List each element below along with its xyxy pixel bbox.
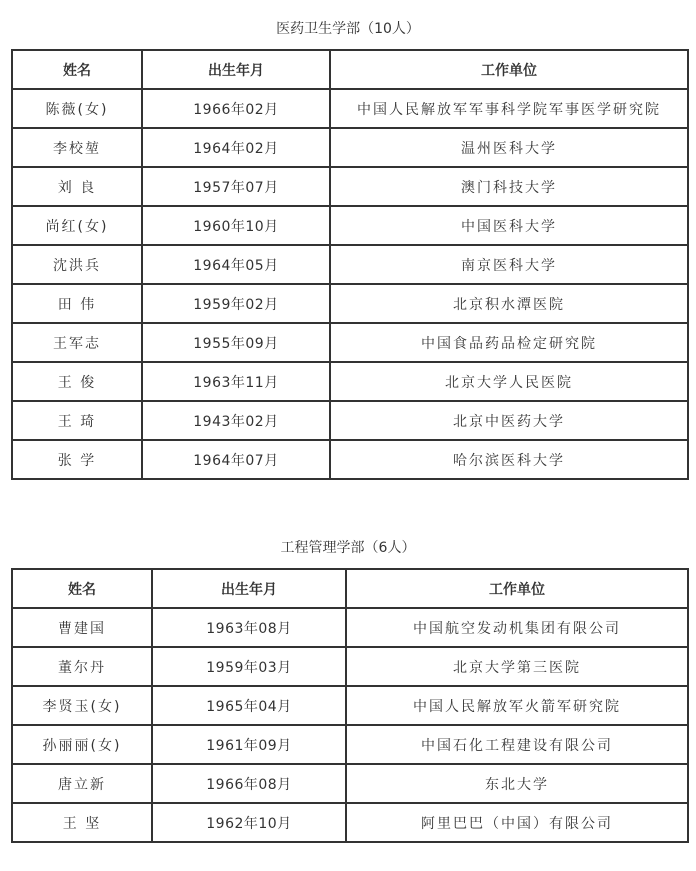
table-row [12,167,688,206]
cell-birth: 1966年02月 [142,89,330,128]
cell-org: 北京大学第三医院 [346,647,688,686]
table-row [12,401,688,440]
cell-org: 中国人民解放军军事科学院军事医学研究院 [330,89,688,128]
cell-name: 董尔丹 [12,647,152,686]
cell-birth: 1964年07月 [142,440,330,479]
cell-org: 中国食品药品检定研究院 [330,323,688,362]
cell-birth: 1966年08月 [152,764,346,803]
table-row [12,725,688,764]
table-row [12,647,688,686]
cell-name: 陈薇(女) [12,89,142,128]
header-birth: 出生年月 [142,50,330,89]
cell-birth: 1943年02月 [142,401,330,440]
cell-name: 李贤玉(女) [12,686,152,725]
header-name: 姓名 [12,569,152,608]
cell-name: 李校堃 [12,128,142,167]
cell-org: 东北大学 [346,764,688,803]
cell-org: 哈尔滨医科大学 [330,440,688,479]
cell-birth: 1962年10月 [152,803,346,842]
cell-name: 尚红(女) [12,206,142,245]
cell-name: 孙丽丽(女) [12,725,152,764]
cell-name: 刘 良 [12,167,142,206]
cell-birth: 1963年08月 [152,608,346,647]
cell-birth: 1960年10月 [142,206,330,245]
cell-name: 王军志 [12,323,142,362]
table-medicine [11,49,689,480]
table-row [12,128,688,167]
table-row [12,803,688,842]
table-row [12,206,688,245]
header-birth: 出生年月 [152,569,346,608]
cell-org: 北京积水潭医院 [330,284,688,323]
cell-birth: 1955年09月 [142,323,330,362]
table-row [12,440,688,479]
table-row [12,362,688,401]
table-row [12,608,688,647]
cell-name: 王 琦 [12,401,142,440]
cell-name: 沈洪兵 [12,245,142,284]
section-title-medicine: 医药卫生学部（10人） [276,21,420,37]
cell-birth: 1961年09月 [152,725,346,764]
table-row [12,284,688,323]
cell-org: 南京医科大学 [330,245,688,284]
cell-name: 王 坚 [12,803,152,842]
cell-name: 田 伟 [12,284,142,323]
cell-name: 张 学 [12,440,142,479]
cell-org: 澳门科技大学 [330,167,688,206]
cell-birth: 1963年11月 [142,362,330,401]
cell-org: 温州医科大学 [330,128,688,167]
table-engineering [11,568,689,843]
cell-name: 唐立新 [12,764,152,803]
cell-org: 中国航空发动机集团有限公司 [346,608,688,647]
table-header-row [12,569,688,608]
table-header-row [12,50,688,89]
table-row [12,764,688,803]
cell-name: 曹建国 [12,608,152,647]
cell-birth: 1957年07月 [142,167,330,206]
cell-birth: 1959年02月 [142,284,330,323]
cell-org: 阿里巴巴（中国）有限公司 [346,803,688,842]
table-row [12,89,688,128]
table-row [12,686,688,725]
header-org: 工作单位 [330,50,688,89]
table-row [12,245,688,284]
header-org: 工作单位 [346,569,688,608]
cell-birth: 1965年04月 [152,686,346,725]
header-name: 姓名 [12,50,142,89]
section-title-engineering: 工程管理学部（6人） [280,540,416,556]
cell-org: 北京中医药大学 [330,401,688,440]
cell-org: 北京大学人民医院 [330,362,688,401]
table-row [12,323,688,362]
cell-org: 中国医科大学 [330,206,688,245]
cell-org: 中国人民解放军火箭军研究院 [346,686,688,725]
cell-birth: 1964年02月 [142,128,330,167]
cell-org: 中国石化工程建设有限公司 [346,725,688,764]
cell-birth: 1964年05月 [142,245,330,284]
cell-birth: 1959年03月 [152,647,346,686]
cell-name: 王 俊 [12,362,142,401]
